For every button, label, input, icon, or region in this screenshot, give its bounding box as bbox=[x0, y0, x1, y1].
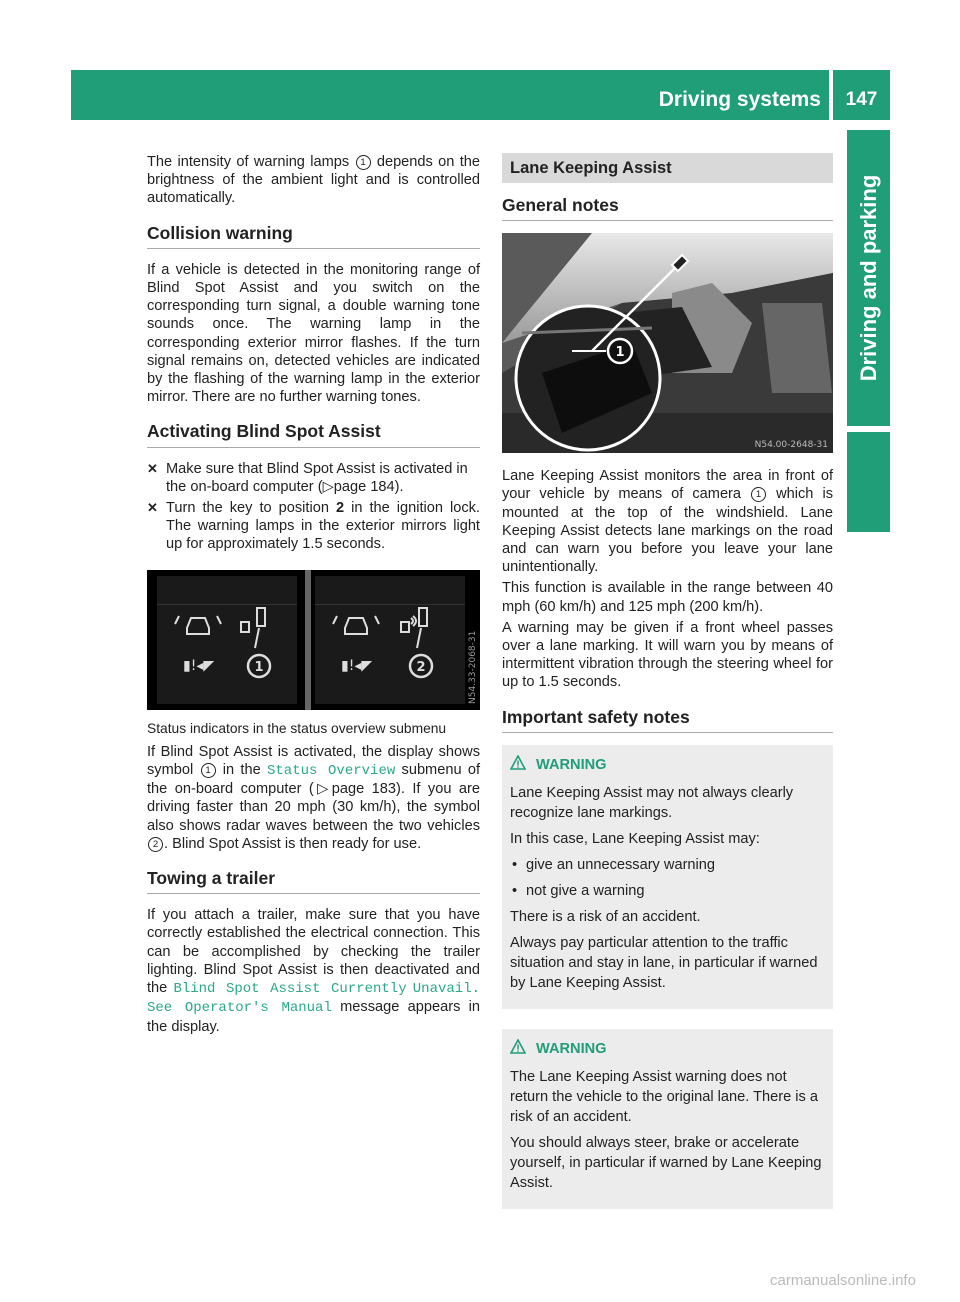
page-ref-icon: ▷ bbox=[322, 478, 334, 495]
bullet-item: • give an unnecessary warning bbox=[512, 856, 716, 873]
status-paragraph: If Blind Spot Assist is activated, the display shows symbol 1 in the Status Overview submenu of the on-board computer (▷page 183). If you are driving faster than 20 mph (30 km/h), the symbol also shows radar waves between the two vehicles 2 . Blind Spot Assist is then ready for use. bbox=[147, 743, 481, 852]
warning-header bbox=[510, 1039, 825, 1059]
display-message: Unavail. See Operator's Manual bbox=[147, 981, 480, 1017]
callout-icon: 1 bbox=[751, 487, 766, 502]
camera-figure bbox=[502, 233, 833, 453]
collision-heading: Collision warning bbox=[147, 222, 293, 243]
towing-heading-wrap bbox=[147, 869, 480, 894]
figure-callout-1: 1 bbox=[254, 659, 264, 675]
bullet-item: • not give a warning bbox=[512, 882, 645, 899]
header-bar bbox=[71, 70, 829, 120]
left-column bbox=[147, 153, 480, 1039]
figure-callout-1: 1 bbox=[615, 345, 625, 361]
display-message: Blind Spot Assist Currently bbox=[173, 981, 407, 998]
step-arrow-icon: ✕ bbox=[147, 500, 158, 516]
page-number: 147 bbox=[845, 89, 878, 110]
right-column bbox=[502, 153, 833, 1229]
page-number-box bbox=[833, 70, 890, 120]
callout-icon: 2 bbox=[148, 837, 163, 852]
activating-heading: Activating Blind Spot Assist bbox=[147, 421, 381, 442]
general-paragraph-1: Lane Keeping Assist monitors the area in front of your vehicle by means of camera 1 which is mounted at the top of the windshield. Lane Keeping Assist detects lane markings on the road and can warn you before you leave your lane unintentionally. bbox=[502, 468, 833, 576]
warning-header bbox=[510, 755, 825, 775]
warning-box bbox=[502, 745, 833, 1009]
towing-paragraph: If you attach a trailer, make sure that you have correctly established the electrical connection. This can be accomplished by checking the trailer lighting. Blind Spot Assist is then deactivated and the Blind Spot Assist Currently Unavail. See Operator's Manual message appears in the display. bbox=[147, 907, 480, 1035]
warning-label: WARNING bbox=[536, 1040, 607, 1057]
side-tab-marker bbox=[847, 432, 890, 532]
lane-keeping-heading: Lane Keeping Assist bbox=[510, 159, 672, 177]
status-indicator-illustration bbox=[147, 570, 480, 710]
windshield-camera-illustration bbox=[502, 233, 833, 453]
section-heading-box bbox=[502, 153, 833, 183]
step-item: ✕ Turn the key to position 2 in the ignition lock. The warning lamps in the exterior mirrors light up for approximately 1.5 seconds. bbox=[147, 500, 480, 553]
warning-box bbox=[502, 1029, 833, 1209]
figure-callout-2: 2 bbox=[416, 659, 426, 675]
towing-heading: Towing a trailer bbox=[147, 868, 276, 889]
collision-paragraph: If a vehicle is detected in the monitoring range of Blind Spot Assist and you switch on the corresponding turn signal, a double warning tone sounds once. The warning lamp in the corresponding exterior mirror flashes. If the turn signal remains on, detected vehicles are indicated by the flashing of the warning lamp in the exterior mirror. There are no further warning tones. bbox=[147, 261, 480, 406]
page-ref-link[interactable]: page 184 bbox=[333, 478, 395, 495]
warning-text: You should always steer, brake or accelerate yourself, in particular if warned by Lane Keeping Assist. bbox=[510, 1134, 822, 1191]
warning-text: Always pay particular attention to the traffic situation and stay in lane, in particular if warned by Lane Keeping Assist. bbox=[510, 934, 818, 991]
warning-text: There is a risk of an accident. bbox=[510, 908, 701, 925]
section-title: Driving systems bbox=[658, 88, 821, 111]
general-notes-heading-wrap bbox=[502, 196, 833, 221]
safety-heading: Important safety notes bbox=[502, 706, 690, 727]
footer-watermark: carmanualsonline.info bbox=[770, 1272, 916, 1289]
bullet-icon: • bbox=[512, 856, 518, 873]
step-arrow-icon: ✕ bbox=[147, 460, 158, 476]
svg-text:▮!◂◤: ▮!◂◤ bbox=[341, 657, 373, 674]
warning-label: WARNING bbox=[536, 756, 607, 773]
figure-code: N54.33-2068-31 bbox=[468, 630, 478, 704]
side-tab-label: Driving and parking bbox=[855, 174, 881, 382]
figure-caption: Status indicators in the status overview submenu bbox=[147, 720, 447, 736]
display-message: Status Overview bbox=[267, 763, 396, 780]
callout-icon: 1 bbox=[356, 155, 371, 170]
page-ref-icon: ▷ bbox=[313, 781, 332, 798]
intro-paragraph: The intensity of warning lamps 1 depends on the brightness of the ambient light and is controlled automatically. bbox=[147, 154, 480, 207]
callout-icon: 1 bbox=[201, 763, 216, 778]
step-item: ✕ Make sure that Blind Spot Assist is activated in the on-board computer (▷page 184). bbox=[147, 460, 468, 495]
page-ref-link[interactable]: page 183 bbox=[331, 781, 397, 798]
warning-text: Lane Keeping Assist may not always clearly recognize lane markings. bbox=[510, 784, 794, 821]
warning-triangle-icon bbox=[510, 1039, 526, 1055]
side-tab bbox=[847, 130, 890, 426]
safety-heading-wrap bbox=[502, 708, 833, 733]
svg-text:▮!◂◤: ▮!◂◤ bbox=[183, 657, 215, 674]
figure-code: N54.00-2648-31 bbox=[754, 440, 828, 451]
collision-heading-wrap bbox=[147, 224, 480, 249]
status-indicator-figure bbox=[147, 570, 480, 710]
general-paragraph-2: This function is available in the range between 40 mph (60 km/h) and 125 mph (200 km/h). bbox=[502, 580, 833, 615]
activating-heading-wrap bbox=[147, 422, 480, 447]
general-notes-heading: General notes bbox=[502, 195, 619, 215]
warning-text: The Lane Keeping Assist warning does not return the vehicle to the original lane. There is a risk of an accident. bbox=[510, 1068, 819, 1125]
general-paragraph-3: A warning may be given if a front wheel passes over a lane marking. It will warn you by means of intermittent vibration through the steering wheel for up to 1.5 seconds. bbox=[502, 619, 833, 691]
warning-triangle-icon bbox=[510, 755, 526, 771]
bullet-icon: • bbox=[512, 882, 518, 899]
warning-text: In this case, Lane Keeping Assist may: bbox=[510, 830, 760, 847]
